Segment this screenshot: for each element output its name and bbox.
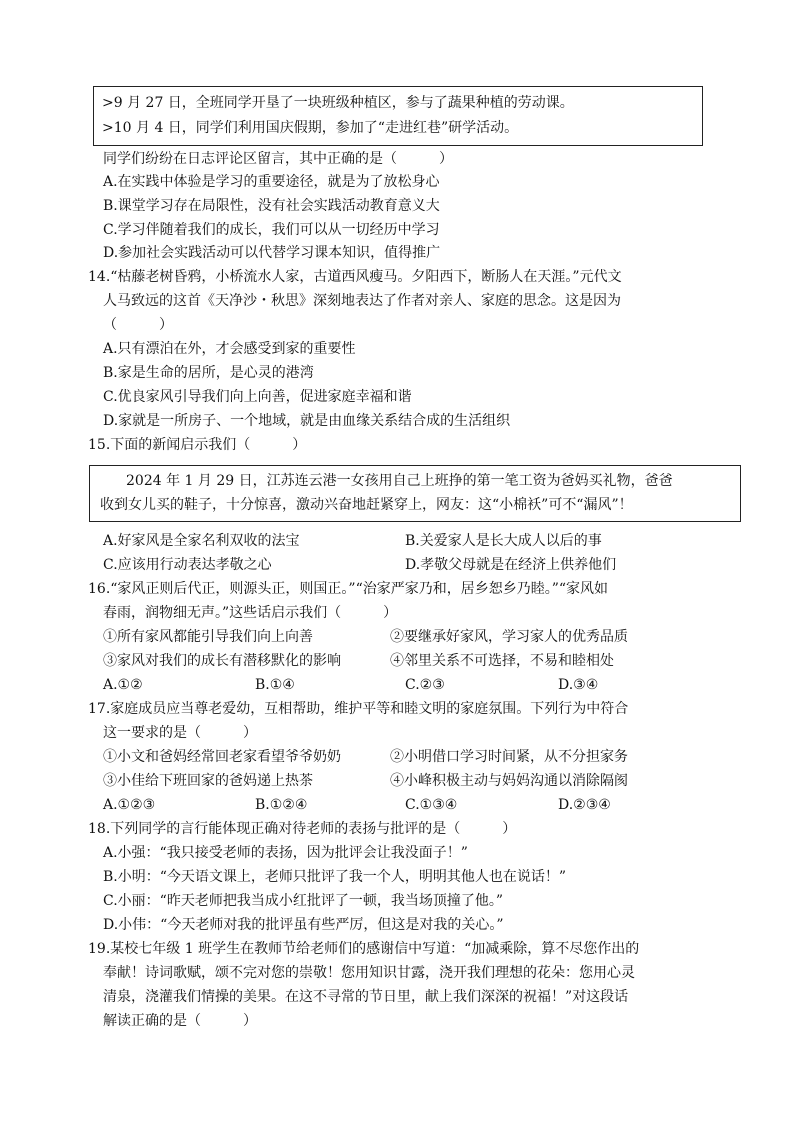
news-line-2: 收到女儿买的鞋子，十分惊喜，激动兴奋地赶紧穿上，网友：这“小棉袄”可不“漏风”！ [100, 497, 633, 513]
q19-stem-line-2: 奉献！诗词歌赋，颂不完对您的崇敬！您用知识甘露，浇开我们理想的花朵：您用心灵 [103, 965, 635, 981]
q17-option-b: B.①②④ [255, 797, 308, 813]
log-line-2: >10 月 4 日，同学们利用国庆假期，参加了“走进红巷”研学活动。 [102, 120, 519, 136]
q16-option-a: A.①② [103, 677, 143, 693]
q13-stem: 同学们纷纷在日志评论区留言，其中正确的是（ ） [103, 151, 453, 167]
q15-option-a: A.好家风是全家名利双收的法宝 [103, 533, 300, 549]
q14-option-a: A.只有漂泊在外，才会感受到家的重要性 [103, 341, 356, 357]
q17-item-3: ③小佳给下班回家的爸妈递上热茶 [103, 773, 313, 789]
log-line-1: >9 月 27 日，全班同学开垦了一块班级种植区，参与了蔬果种植的劳动课。 [102, 95, 574, 111]
q13-option-a: A.在实践中体验是学习的重要途径，就是为了放松身心 [103, 174, 440, 190]
q16-option-c: C.②③ [405, 677, 445, 693]
q17-item-4: ④小峰积极主动与妈妈沟通以消除隔阂 [390, 773, 628, 789]
q14-option-d: D.家就是一所房子、一个地域，就是由血缘关系结合成的生活组织 [103, 413, 511, 429]
q16-item-2: ②要继承好家风，学习家人的优秀品质 [390, 629, 628, 645]
news-box [89, 465, 741, 522]
q16-option-b: B.①④ [255, 677, 295, 693]
q17-stem-line-2: 这一要求的是（ ） [103, 725, 257, 741]
q14-stem-line-1: 14.“枯藤老树昏鸦，小桥流水人家，古道西风瘦马。夕阳西下，断肠人在天涯。”元代文 [88, 269, 622, 285]
q17-item-2: ②小明借口学习时间紧，从不分担家务 [390, 749, 628, 765]
q16-item-4: ④邻里关系不可选择，不易和睦相处 [390, 653, 614, 669]
q13-option-c: C.学习伴随着我们的成长，我们可以从一切经历中学习 [103, 222, 440, 238]
q14-stem-line-3: （ ） [103, 317, 173, 333]
q14-stem-line-2: 人马致远的这首《天净沙・秋思》深刻地表达了作者对亲人、家庭的思念。这是因为 [103, 293, 621, 309]
q18-stem: 18.下列同学的言行能体现正确对待老师的表扬与批评的是（ ） [88, 821, 517, 837]
q17-option-c: C.①③④ [405, 797, 458, 813]
q15-stem: 15.下面的新闻启示我们（ ） [88, 437, 307, 453]
q17-item-1: ①小文和爸妈经常回老家看望爷爷奶奶 [103, 749, 341, 765]
q16-item-3: ③家风对我们的成长有潜移默化的影响 [103, 653, 341, 669]
q14-option-b: B.家是生命的居所，是心灵的港湾 [103, 365, 314, 381]
q18-option-c: C.小丽：“昨天老师把我当成小红批评了一顿，我当场顶撞了他。” [103, 893, 503, 909]
q16-stem-line-1: 16.“家风正则后代正，则源头正，则国正。”“治家严家乃和，居乡恕乡乃睦。”“家风如 [88, 581, 609, 597]
q18-option-a: A.小强：“我只接受老师的表扬，因为批评会让我没面子！” [103, 845, 468, 861]
q19-stem-line-4: 解读正确的是（ ） [103, 1013, 257, 1029]
q15-option-d: D.孝敬父母就是在经济上供养他们 [405, 557, 617, 573]
q15-option-b: B.关爱家人是长大成人以后的事 [405, 533, 602, 549]
q16-option-d: D.③④ [558, 677, 599, 693]
q15-option-c: C.应该用行动表达孝敬之心 [103, 557, 272, 573]
q19-stem-line-1: 19.某校七年级 1 班学生在教师节给老师们的感谢信中写道：“加减乘除，算不尽您作出的 [88, 941, 640, 957]
q17-stem-line-1: 17.家庭成员应当尊老爱幼，互相帮助，维护平等和睦文明的家庭氛围。下列行为中符合 [88, 701, 629, 717]
news-line-1: 2024 年 1 月 29 日，江苏连云港一女孩用自己上班挣的第一笔工资为爸妈买礼物，爸爸 [126, 473, 673, 489]
activity-log-box [93, 86, 703, 146]
q17-option-a: A.①②③ [103, 797, 156, 813]
q14-option-c: C.优良家风引导我们向上向善，促进家庭幸福和谐 [103, 389, 412, 405]
q13-option-b: B.课堂学习存在局限性，没有社会实践活动教育意义大 [103, 198, 440, 214]
q16-item-1: ①所有家风都能引导我们向上向善 [103, 629, 313, 645]
q16-stem-line-2: 春雨，润物细无声。”这些话启示我们（ ） [103, 605, 398, 621]
q13-option-d: D.参加社会实践活动可以代替学习课本知识，值得推广 [103, 245, 441, 261]
q17-option-d: D.②③④ [558, 797, 611, 813]
q18-option-d: D.小伟：“今天老师对我的批评虽有些严厉，但这是对我的关心。” [103, 917, 504, 933]
q18-option-b: B.小明：“今天语文课上，老师只批评了我一个人，明明其他人也在说话！” [103, 869, 567, 885]
q19-stem-line-3: 清泉，浇灌我们情操的美果。在这不寻常的节日里，献上我们深深的祝福！”对这段话 [103, 989, 629, 1005]
